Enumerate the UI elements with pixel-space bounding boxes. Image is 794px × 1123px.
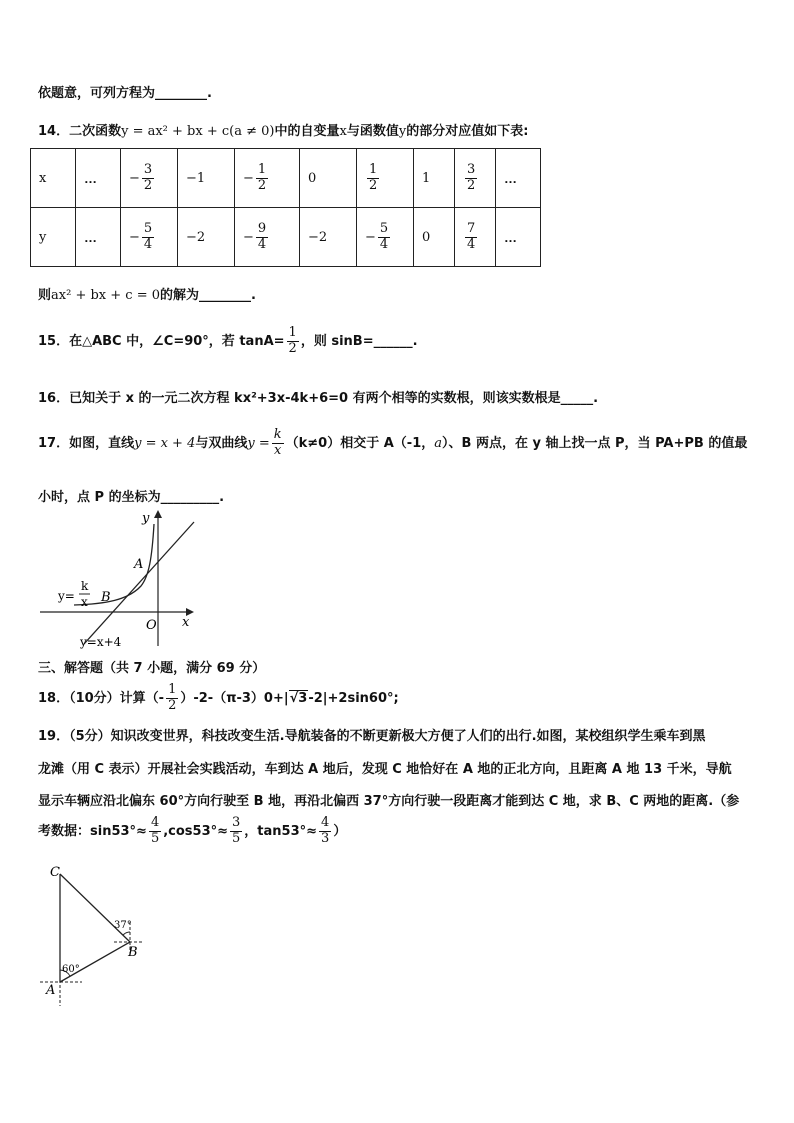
cell-x-6: 1 [414,149,455,208]
q19-para-1: 19．（5分）知识改变世界，科技改变生活.导航装备的不断更新极大方便了人们的出行.如图，某校组织学生乘车到黑 [38,729,706,744]
q17-line2: 小时，点 P 的坐标为_________. [38,490,225,505]
q17-line-eq: y = x + 4 [134,435,196,451]
fig19-point-b: B [128,945,138,960]
q17-a: 17．如图，直线 [38,435,135,451]
cell-y-6: 0 [414,208,455,267]
q15-end: ，则 sinB=______. [300,333,418,349]
table-row-x [31,149,541,208]
table-row-y [31,208,541,267]
q14-value-table [30,148,541,267]
q19-p4b: ,cos53°≈ [163,823,229,839]
fig19-point-a: A [46,983,56,998]
fig17-hyp-label-k: k [81,579,89,593]
q17-hyp-frac: $\frac{k}{x}$ [273,427,282,458]
q17-b: 与双曲线 [195,435,248,451]
q14-ask-end: 的解为________. [160,288,256,303]
q14-prefix: 14．二次函数 [38,124,122,139]
q17-figure [36,506,206,652]
cell-y-5: − $\frac{5}{4}$ [357,208,414,267]
q14-y: y [398,124,407,139]
fig17-origin-label: O [146,618,157,633]
cell-x-7: $\frac{3}{2}$ [455,149,496,208]
cell-x-5: $\frac{1}{2}$ [357,149,414,208]
cell-y-1: − $\frac{5}{4}$ [121,208,178,267]
cell-y-2: −2 [178,208,235,267]
q19-para-4 [38,816,346,847]
q14-question [38,284,256,303]
q13-tail: 依题意，可列方程为________. [38,86,212,101]
q14-stem [38,120,528,139]
fig17-point-a: A [134,557,144,572]
fig17-point-b: B [101,590,111,605]
q17-a-var: a [434,435,443,451]
q16: 16．已知关于 x 的一元二次方程 kx²+3x-4k+6=0 有两个相等的实数根，则该实数根是_____. [38,391,599,406]
q18 [38,683,399,714]
q18-c: -2|+2sin60°; [308,690,399,706]
cell-x-0: … [76,149,121,208]
fig17-hyp-label-x: x [81,595,88,609]
angle-arc-b [123,932,130,935]
line-y-x-plus-4 [84,522,194,644]
cell-y-3: − $\frac{9}{4}$ [235,208,300,267]
q17-line1 [38,428,747,459]
q19-figure [36,860,156,1010]
q19-frac-2: $\frac{3}{5}$ [232,815,241,846]
q18-a: 18．（10分）计算（- [38,690,165,706]
q19-p4c: ，tan53°≈ [244,823,318,839]
cell-x-8: … [496,149,541,208]
q19-frac-3: $\frac{4}{3}$ [321,815,330,846]
q14-formula: y = ax² + bx + c(a ≠ 0) [121,124,275,139]
q18-b: ）-2-（π-3）0+| [180,690,289,706]
q14-x: x [339,124,347,139]
row-label-x: x [31,149,76,208]
q19-para-2: 龙滩（用 C 表示）开展社会实践活动，车到达 A 地后，发现 C 地恰好在 A 地的正北方向，且距离 A 地 13 千米，导航 [38,762,732,777]
q15-prefix: 15．在△ABC 中，∠C=90°，若 tanA= [38,333,285,349]
q19-para-3: 显示车辆应沿北偏东 60°方向行驶至 B 地，再沿北偏西 37°方向行驶一段距离才能到达 C 地，求 B、C 两地的距离.（参 [38,794,740,809]
fig19-point-c: C [50,865,60,880]
y-axis-arrow-icon [154,510,162,518]
q14-mid2: 与函数值 [346,124,399,139]
q14-end: 的部分对应值如下表: [406,124,529,139]
q19-frac-1: $\frac{4}{5}$ [150,815,160,846]
q14-ask-prefix: 则 [38,288,52,303]
segment-cb [60,874,130,942]
cell-y-7: $\frac{7}{4}$ [455,208,496,267]
q19-p4d: ） [333,823,347,839]
q15-fraction: $\frac{1}{2}$ [288,325,297,356]
row-label-y: y [31,208,76,267]
fig17-hyp-label-y: y= [58,589,75,603]
segment-ab [60,942,130,982]
q19-p4a: 考数据：sin53°≈ [38,823,147,839]
fig19-angle-b: 37° [114,920,132,931]
cell-y-4: −2 [300,208,357,267]
q17-c: （k≠0）相交于 A（-1， [285,435,435,451]
q14-mid: 中的自变量 [274,124,340,139]
q17-hyp-eq: y = [247,435,270,451]
q18-sqrt: √3 [289,690,308,706]
cell-y-0: … [76,208,121,267]
cell-x-3: − $\frac{1}{2}$ [235,149,300,208]
cell-y-8: … [496,208,541,267]
fig19-angle-a: 60° [62,964,80,975]
q15 [38,326,418,357]
q17-d: ）、B 两点，在 y 轴上找一点 P，当 PA+PB 的值最 [442,435,748,451]
q14-ask-eq: ax² + bx + c = 0 [51,288,160,303]
q18-fraction: $\frac{1}{2}$ [168,682,177,713]
cell-x-4: 0 [300,149,357,208]
fig17-line-label: y=x+4 [80,635,122,649]
section-3-heading: 三、解答题（共 7 小题，满分 69 分） [38,661,266,676]
fig17-x-label: x [182,615,190,630]
cell-x-2: −1 [178,149,235,208]
fig17-y-label: y [142,511,150,526]
cell-x-1: − $\frac{3}{2}$ [121,149,178,208]
